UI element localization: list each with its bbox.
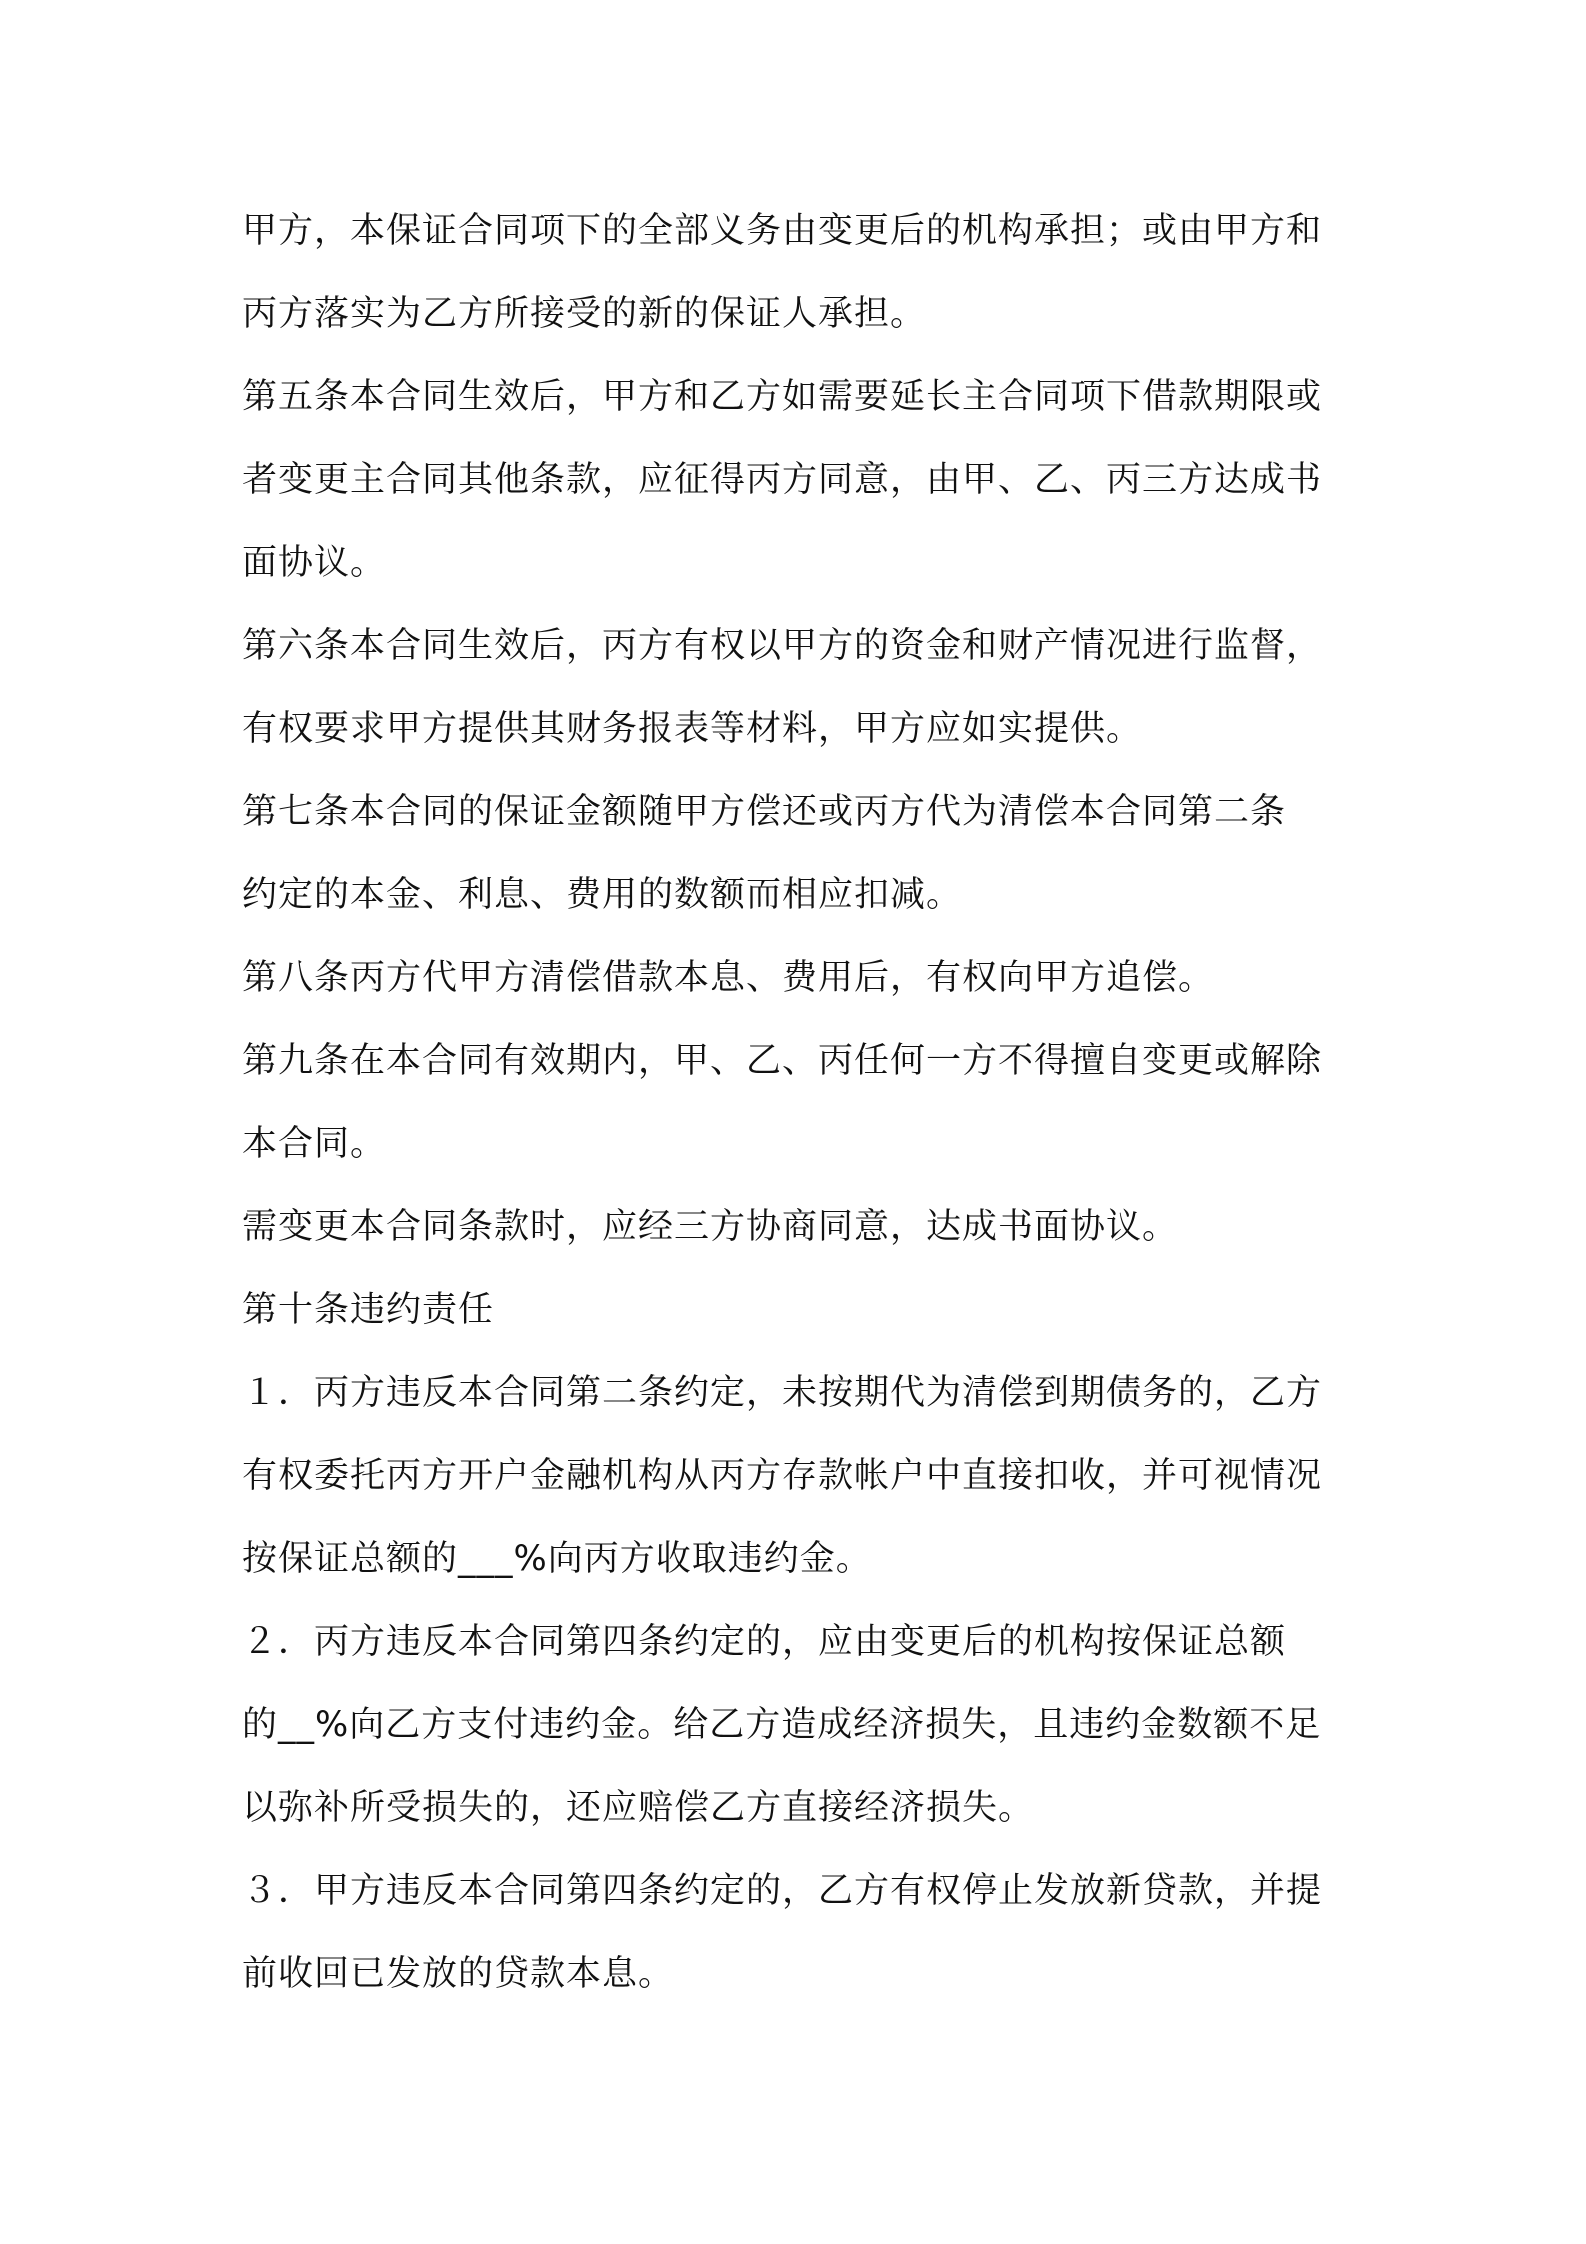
text-line: 者变更主合同其他条款，应征得丙方同意，由甲、乙、丙三方达成书 xyxy=(242,460,1323,500)
text-line: 面协议。 xyxy=(242,543,387,583)
text-line: 按保证总额的___%向丙方收取违约金。 xyxy=(242,1539,872,1579)
text-line: 第五条本合同生效后，甲方和乙方如需要延长主合同项下借款期限或 xyxy=(242,377,1323,417)
text-line: 本合同。 xyxy=(242,1124,387,1164)
text-line: 有权要求甲方提供其财务报表等材料，甲方应如实提供。 xyxy=(242,709,1143,749)
text-line: 第十条违约责任 xyxy=(242,1290,495,1330)
text-line: 第六条本合同生效后，丙方有权以甲方的资金和财产情况进行监督， xyxy=(242,626,1323,666)
text-line: 的__%向乙方支付违约金。给乙方造成经济损失，且违约金数额不足 xyxy=(242,1705,1322,1745)
text-line: 丙方落实为乙方所接受的新的保证人承担。 xyxy=(242,294,927,334)
document-body xyxy=(242,200,1362,2026)
text-line: １．丙方违反本合同第二条约定，未按期代为清偿到期债务的，乙方 xyxy=(242,1373,1323,1413)
text-line: 甲方，本保证合同项下的全部义务由变更后的机构承担；或由甲方和 xyxy=(242,211,1323,251)
text-line: 以弥补所受损失的，还应赔偿乙方直接经济损失。 xyxy=(242,1788,1035,1828)
text-line: 有权委托丙方开户金融机构从丙方存款帐户中直接扣收，并可视情况 xyxy=(242,1456,1323,1496)
text-line: ３．甲方违反本合同第四条约定的，乙方有权停止发放新贷款，并提 xyxy=(242,1871,1323,1911)
text-line: 第九条在本合同有效期内，甲、乙、丙任何一方不得擅自变更或解除 xyxy=(242,1041,1323,1081)
text-line: 第七条本合同的保证金额随甲方偿还或丙方代为清偿本合同第二条 xyxy=(242,792,1287,832)
text-line: 前收回已发放的贷款本息。 xyxy=(242,1954,675,1994)
text-line: 需变更本合同条款时，应经三方协商同意，达成书面协议。 xyxy=(242,1207,1179,1247)
text-line: 约定的本金、利息、费用的数额而相应扣减。 xyxy=(242,875,963,915)
text-line: ２．丙方违反本合同第四条约定的，应由变更后的机构按保证总额 xyxy=(242,1622,1287,1662)
text-line: 第八条丙方代甲方清偿借款本息、费用后，有权向甲方追偿。 xyxy=(242,958,1215,998)
